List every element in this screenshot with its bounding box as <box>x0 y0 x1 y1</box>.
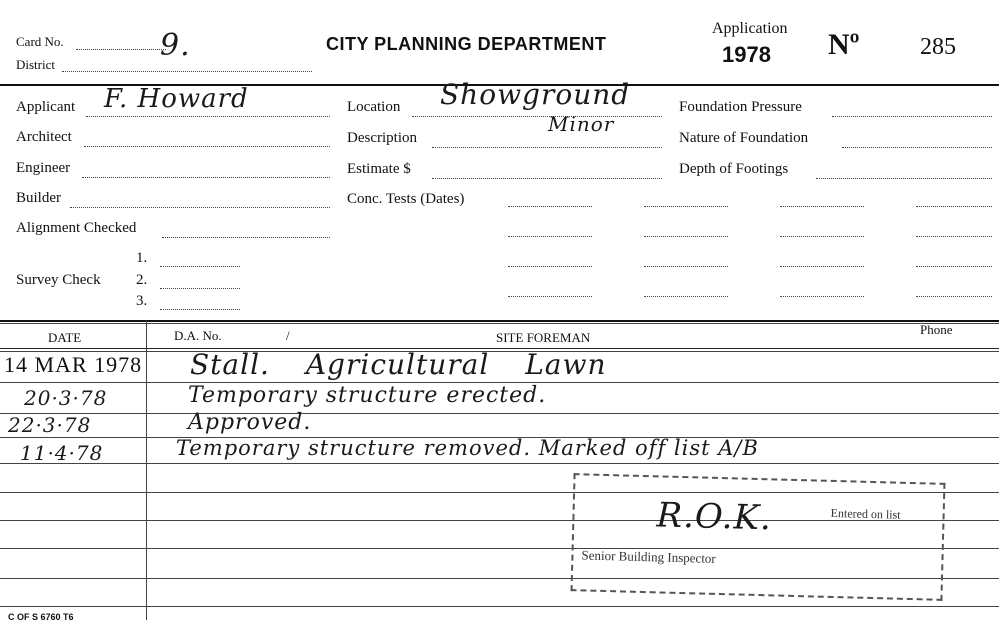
da-no-slash: / <box>286 328 290 343</box>
location-label: Location <box>347 99 401 115</box>
application-number: 285 <box>920 34 956 60</box>
engineer-label: Engineer <box>16 160 71 176</box>
description-label: Description <box>347 130 417 146</box>
location-line <box>412 116 662 117</box>
phone-header: Phone <box>920 322 953 337</box>
conc-line-d2 <box>916 236 992 237</box>
conc-line-a1 <box>508 206 592 207</box>
nature-foundation-label: Nature of Foundation <box>679 130 809 146</box>
estimate-line <box>432 178 662 179</box>
estimate-label: Estimate $ <box>347 161 411 177</box>
conc-line-a3 <box>508 266 592 267</box>
table-top-rule-inner <box>0 323 999 324</box>
table-row-date: 22·3·78 <box>8 413 92 437</box>
card-no-value: 9. <box>160 28 191 63</box>
foundation-pressure-line <box>832 116 992 117</box>
survey-num-3: 3. <box>136 293 148 309</box>
table-row-entry: Stall. Agricultural Lawn <box>190 348 607 381</box>
row-rule <box>0 606 999 607</box>
application-year: 1978 <box>722 42 771 67</box>
conc-line-b2 <box>644 236 728 237</box>
applicant-label: Applicant <box>16 99 76 115</box>
conc-line-d4 <box>916 296 992 297</box>
foundation-pressure-label: Foundation Pressure <box>679 99 802 115</box>
survey-num-1: 1. <box>136 250 148 266</box>
date-header: DATE <box>48 330 82 345</box>
stamp-initials: R.O.K. <box>656 495 773 539</box>
table-row-date: 20·3·78 <box>24 386 108 410</box>
architect-line <box>84 146 330 147</box>
conc-line-a2 <box>508 236 592 237</box>
conc-line-d3 <box>916 266 992 267</box>
applicant-line <box>86 116 330 117</box>
alignment-line <box>162 237 330 238</box>
page-title: CITY PLANNING DEPARTMENT <box>326 34 607 54</box>
conc-line-c2 <box>780 236 864 237</box>
card-no-label: Card No. <box>16 34 64 49</box>
table-row-date: 14 MAR 1978 <box>4 352 143 377</box>
table-row-entry: Approved. <box>188 410 312 435</box>
conc-line-d1 <box>916 206 992 207</box>
depth-footings-label: Depth of Footings <box>679 161 789 177</box>
alignment-label: Alignment Checked <box>16 220 137 236</box>
row-rule <box>0 413 999 414</box>
survey-line-3 <box>160 309 240 310</box>
location-value: Showground <box>440 78 631 111</box>
applicant-value: F. Howard <box>104 84 249 114</box>
architect-label: Architect <box>16 129 72 145</box>
stamp-inspector-text: Senior Building Inspector <box>581 547 716 566</box>
builder-label: Builder <box>16 190 61 206</box>
application-label: Application <box>712 20 788 37</box>
survey-num-2: 2. <box>136 272 148 288</box>
conc-line-c4 <box>780 296 864 297</box>
conc-line-b4 <box>644 296 728 297</box>
survey-line-1 <box>160 266 240 267</box>
date-column-divider <box>146 320 147 620</box>
district-label: District <box>16 57 55 72</box>
survey-line-2 <box>160 288 240 289</box>
conc-line-c3 <box>780 266 864 267</box>
depth-footings-line <box>816 178 992 179</box>
number-symbol: Nº <box>828 28 860 61</box>
conc-line-b1 <box>644 206 728 207</box>
engineer-line <box>82 177 330 178</box>
table-row-date: 11·4·78 <box>20 441 104 465</box>
row-rule <box>0 463 999 464</box>
card-no-line <box>76 49 166 50</box>
table-row-entry: Temporary structure removed. Marked off list A/B <box>176 436 759 460</box>
survey-label: Survey Check <box>16 272 101 288</box>
conc-line-b3 <box>644 266 728 267</box>
table-row-entry: Temporary structure erected. <box>188 383 547 408</box>
conc-tests-label: Conc. Tests (Dates) <box>347 191 465 207</box>
description-value: Minor <box>548 112 615 136</box>
stamp-entered-text: Entered on list <box>830 505 901 522</box>
approval-stamp <box>571 473 946 601</box>
table-top-rule <box>0 320 999 322</box>
nature-foundation-line <box>842 147 992 148</box>
conc-line-c1 <box>780 206 864 207</box>
form-code: C OF S 6760 T6 <box>8 612 74 622</box>
builder-line <box>70 207 330 208</box>
conc-line-a4 <box>508 296 592 297</box>
district-line <box>62 71 312 72</box>
description-line <box>432 147 662 148</box>
site-foreman-header: SITE FOREMAN <box>496 330 591 345</box>
da-no-header: D.A. No. <box>174 328 222 343</box>
